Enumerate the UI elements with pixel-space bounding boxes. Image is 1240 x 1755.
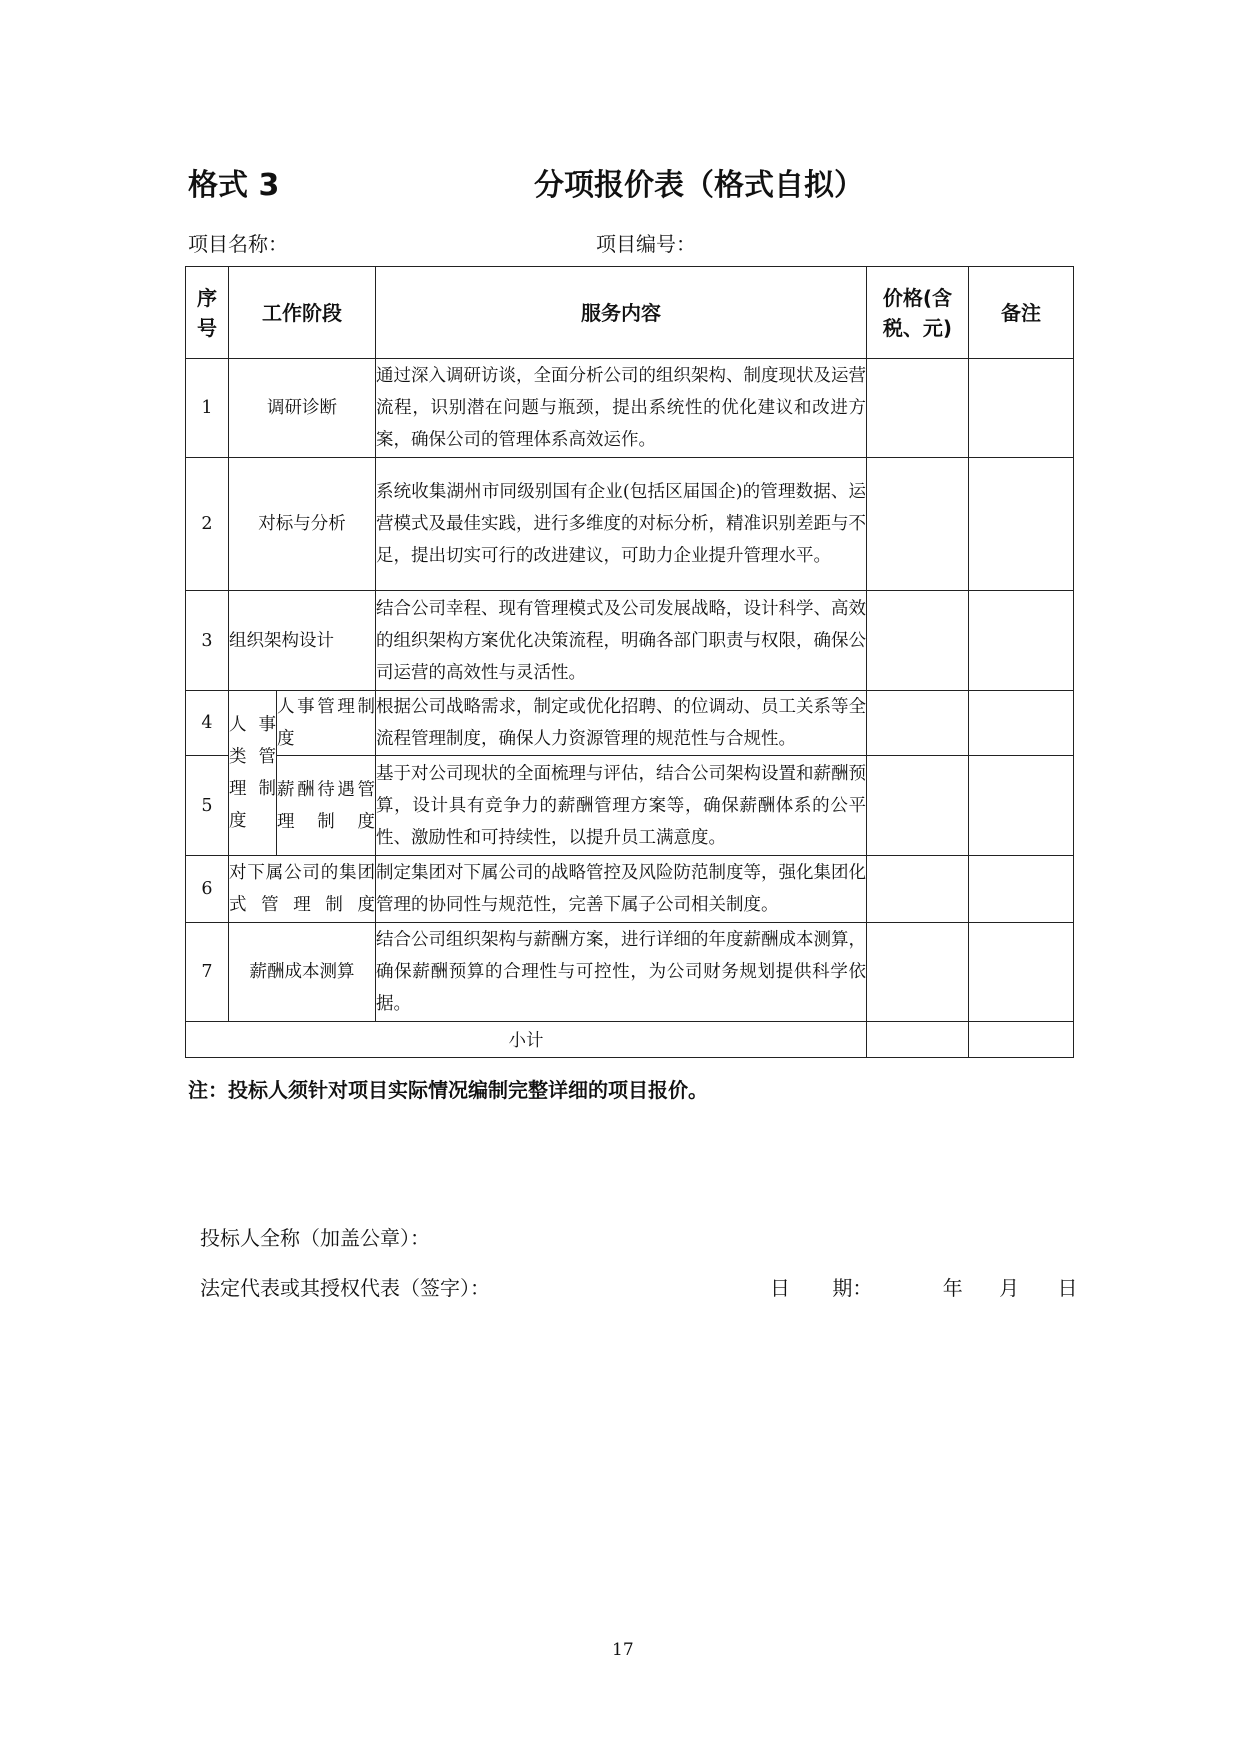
price-cell[interactable]: [867, 458, 969, 591]
price-cell[interactable]: [867, 856, 969, 923]
remark-cell[interactable]: [969, 359, 1074, 458]
date-month: 月: [999, 1276, 1020, 1300]
date-year: 年: [942, 1276, 963, 1300]
page-number: 17: [612, 1640, 634, 1660]
table-row: [186, 359, 1074, 458]
row-no: 5: [186, 756, 229, 856]
row-stage: 组织架构设计: [229, 591, 376, 691]
row-stage: 对下属公司的集团式管理制度: [229, 856, 376, 923]
bid-note: 注：投标人须针对项目实际情况编制完整详细的项目报价。: [188, 1078, 708, 1102]
row-content: 结合公司幸程、现有管理模式及公司发展战略，设计科学、高效的组织架构方案优化决策流程，明确各部门职责与权限，确保公司运营的高效性与灵活性。: [376, 591, 867, 691]
row-content: 基于对公司现状的全面梳理与评估，结合公司架构设置和薪酬预算，设计具有竞争力的薪酬管理方案等，确保薪酬体系的公平性、激励性和可持续性，以提升员工满意度。: [376, 756, 867, 856]
quote-table: [185, 266, 1074, 1058]
row-stage: 人事管理制度: [277, 691, 376, 756]
row-no: 2: [186, 458, 229, 591]
subtotal-remark-cell[interactable]: [969, 1022, 1074, 1058]
row-no: 7: [186, 923, 229, 1022]
remark-cell[interactable]: [969, 458, 1074, 591]
remark-cell[interactable]: [969, 691, 1074, 756]
row-content: 制定集团对下属公司的战略管控及风险防范制度等，强化集团化管理的协同性与规范性，完善下属子公司相关制度。: [376, 856, 867, 923]
row-content: 通过深入调研访谈，全面分析公司的组织架构、制度现状及运营流程，识别潜在问题与瓶颈，提出系统性的优化建议和改进方案，确保公司的管理体系高效运作。: [376, 359, 867, 458]
row-content: 系统收集湖州市同级别国有企业(包括区届国企)的管理数据、运营模式及最佳实践，进行多维度的对标分析，精准识别差距与不足，提出切实可行的改进建议，可助力企业提升管理水平。: [376, 458, 867, 591]
row-stage: 薪酬待遇管理制度: [277, 756, 376, 856]
table-row: [186, 458, 1074, 591]
header-price: 价格(含税、元): [867, 267, 969, 359]
row-no: 1: [186, 359, 229, 458]
row-content: 结合公司组织架构与薪酬方案，进行详细的年度薪酬成本测算，确保薪酬预算的合理性与可控性，为公司财务规划提供科学依据。: [376, 923, 867, 1022]
price-cell[interactable]: [867, 591, 969, 691]
row-group-label: 人事类管理制度: [229, 691, 277, 856]
price-cell[interactable]: [867, 923, 969, 1022]
project-code-label: 项目编号：: [596, 232, 696, 256]
remark-cell[interactable]: [969, 756, 1074, 856]
table-header-row: [186, 267, 1074, 359]
table-row: [186, 756, 1074, 856]
row-stage: 调研诊断: [229, 359, 376, 458]
legal-rep-label: 法定代表或其授权代表（签字）：: [200, 1276, 490, 1300]
price-cell[interactable]: [867, 756, 969, 856]
document-title: 分项报价表（格式自拟）: [534, 168, 864, 203]
subtotal-price-cell[interactable]: [867, 1022, 969, 1058]
header-no: 序号: [186, 267, 229, 359]
row-content: 根据公司战略需求，制定或优化招聘、的位调动、员工关系等全流程管理制度，确保人力资源管理的规范性与合规性。: [376, 691, 867, 756]
table-row: [186, 591, 1074, 691]
format-label: 格式 3: [188, 168, 280, 203]
remark-cell[interactable]: [969, 923, 1074, 1022]
subtotal-label: 小计: [186, 1022, 867, 1058]
row-no: 6: [186, 856, 229, 923]
header-content: 服务内容: [376, 267, 867, 359]
table-row: [186, 691, 1074, 756]
price-cell[interactable]: [867, 691, 969, 756]
row-no: 4: [186, 691, 229, 756]
row-no: 3: [186, 591, 229, 691]
header-remark: 备注: [969, 267, 1074, 359]
price-cell[interactable]: [867, 359, 969, 458]
row-stage: 薪酬成本测算: [229, 923, 376, 1022]
header-stage: 工作阶段: [229, 267, 376, 359]
row-stage: 对标与分析: [229, 458, 376, 591]
table-row: [186, 856, 1074, 923]
project-name-label: 项目名称：: [188, 232, 288, 256]
subtotal-row: [186, 1022, 1074, 1058]
title-row: [188, 160, 1088, 204]
date-label-b: 期：: [832, 1276, 873, 1300]
remark-cell[interactable]: [969, 591, 1074, 691]
date-field: [770, 1272, 1077, 1301]
date-label-a: 日: [770, 1276, 790, 1300]
bidder-name-label: 投标人全称（加盖公章）：: [200, 1226, 430, 1250]
table-row: [186, 923, 1074, 1022]
remark-cell[interactable]: [969, 856, 1074, 923]
date-day: 日: [1057, 1276, 1078, 1300]
